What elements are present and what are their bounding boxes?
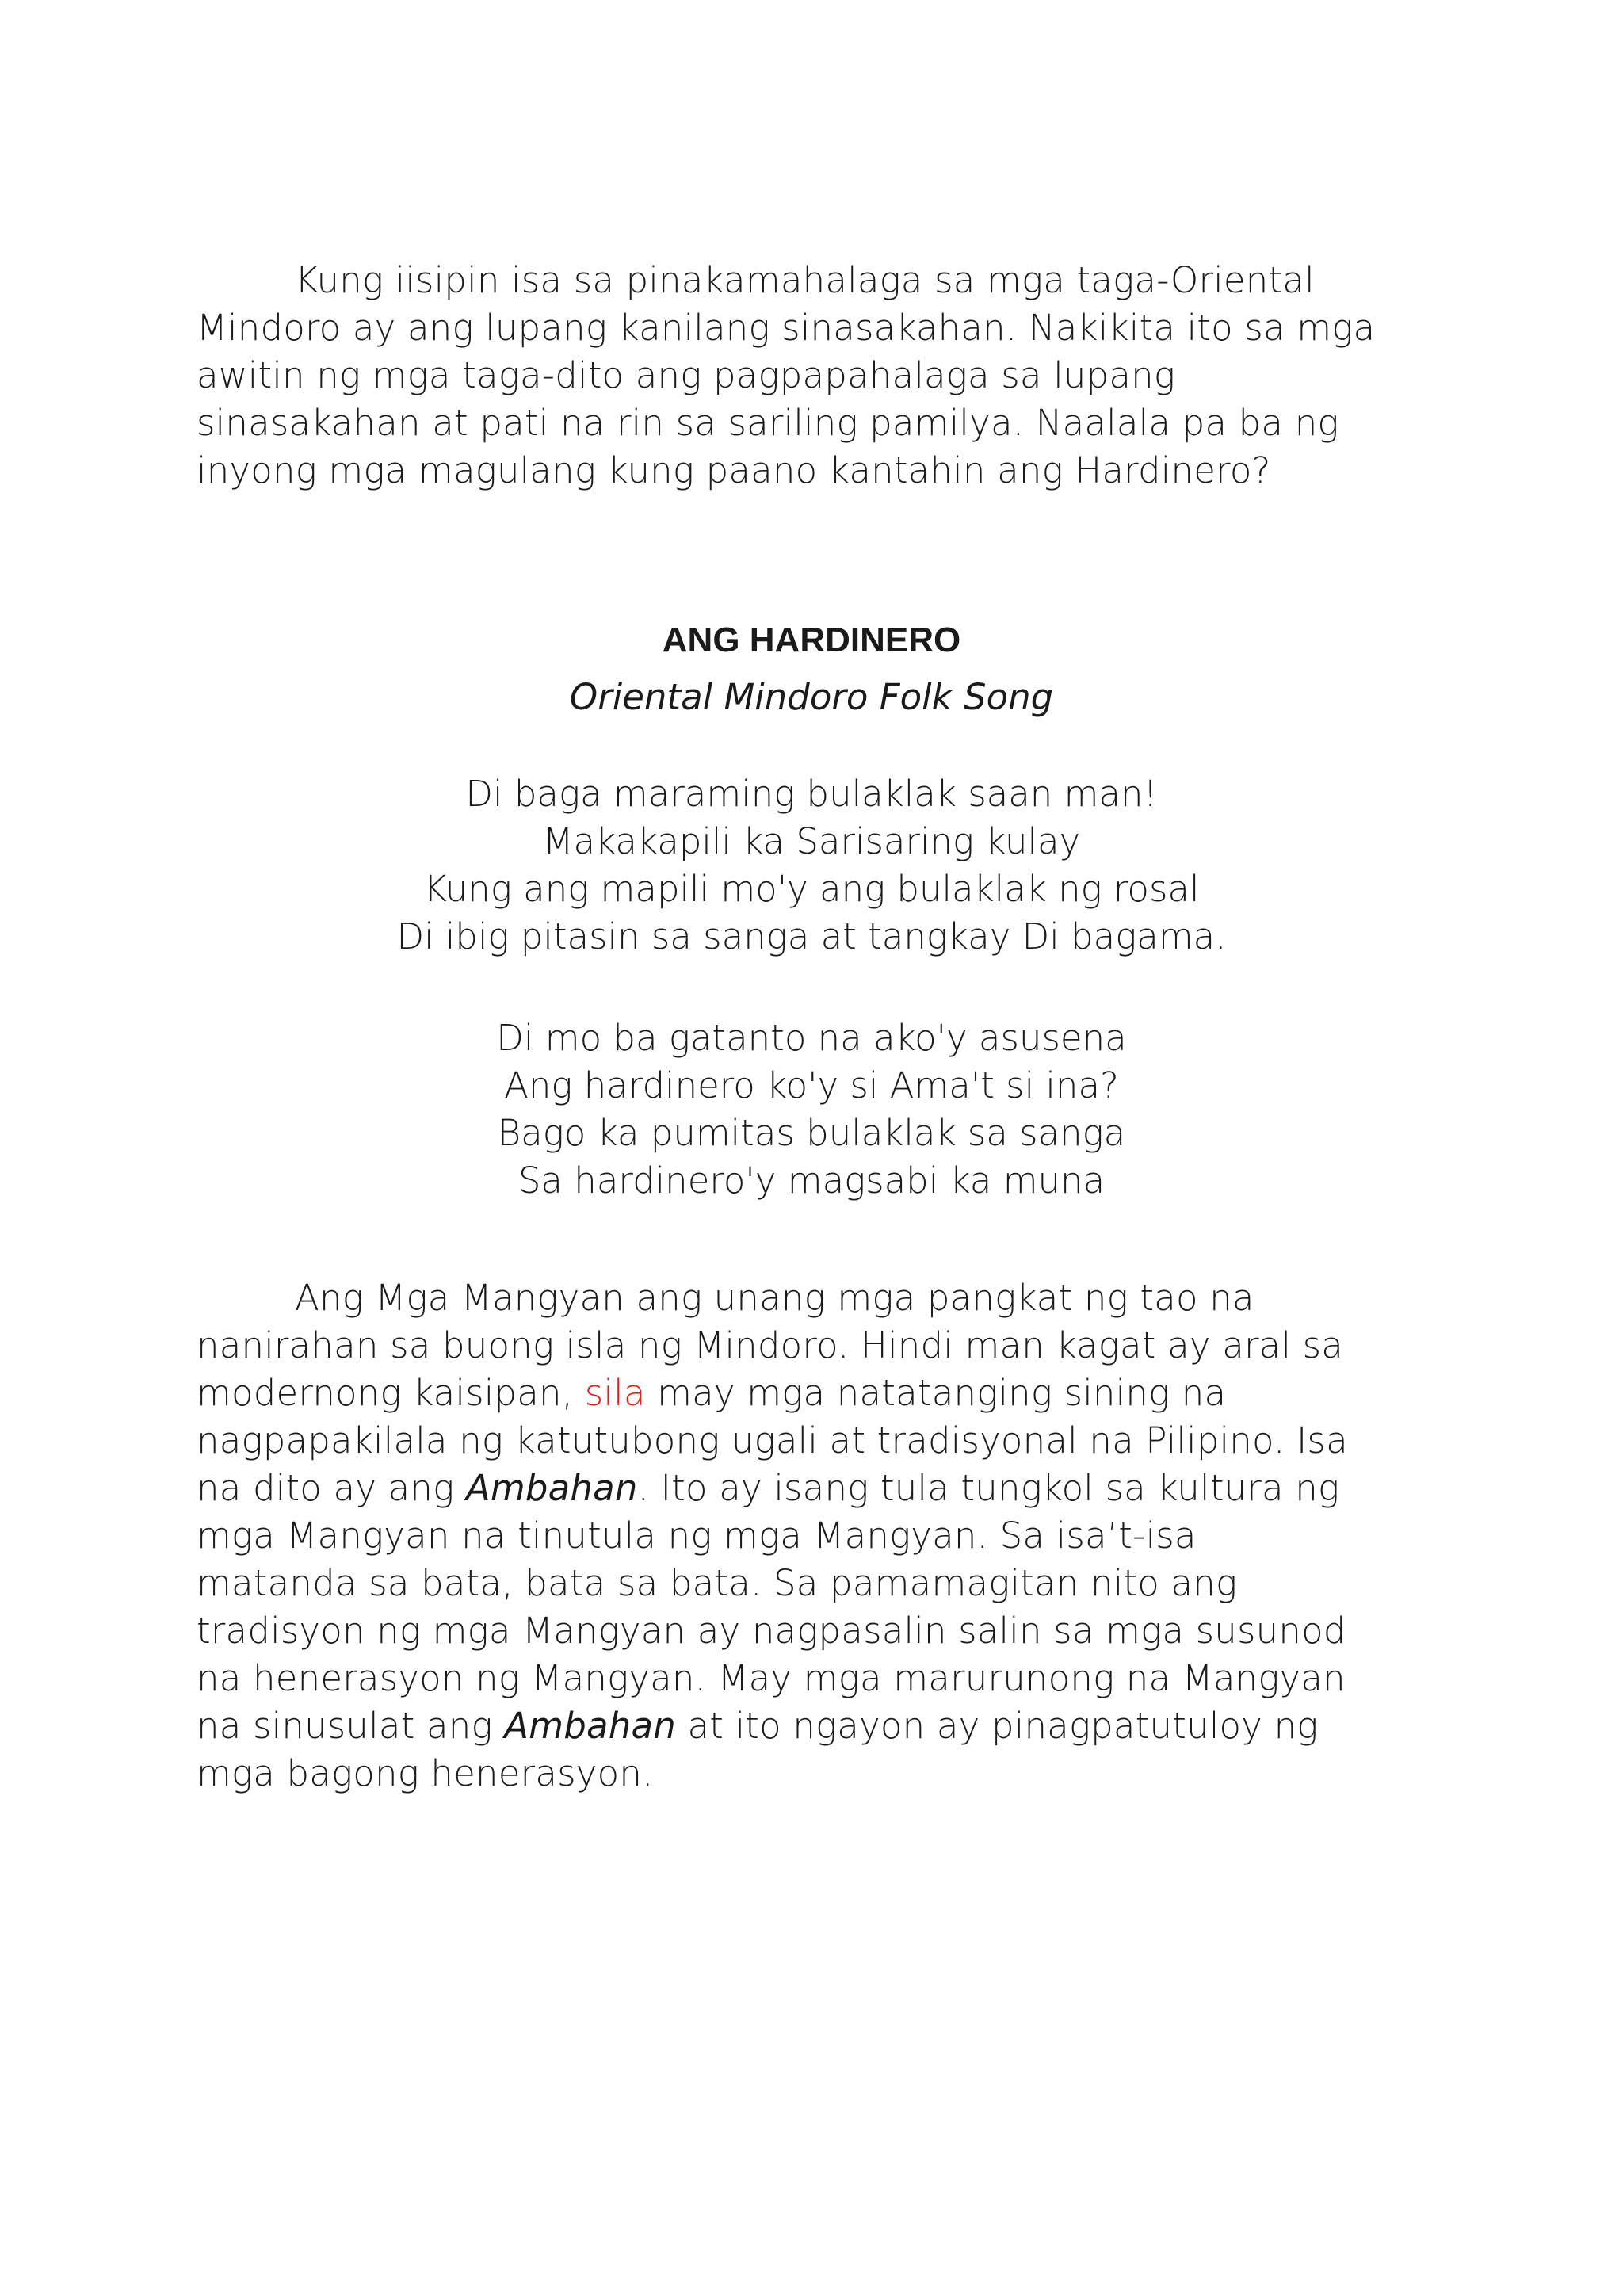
song-stanza-1 [0,770,1623,961]
intro-line: sinasakahan at pati na rin sa sariling pamilya. Naalala pa ba ng [197,402,1339,444]
lyric-line: Makakapili ka Sarisaring kulay [542,820,1081,862]
body-line: at ito ngayon ay pinagpatutuloy ng [675,1705,1319,1747]
lyric-line: Di ibig pitasin sa sanga at tangkay Di bagama. [396,915,1227,957]
song-subtitle: Oriental Mindoro Folk Song [569,676,1054,718]
lyric-line: Sa hardinero'y magsabi ka muna [517,1159,1106,1201]
intro-line: inyong mga magulang kung paano kantahin ang Hardinero? [197,449,1271,491]
mangyan-paragraph [197,1274,1433,1797]
body-line: Ang Mga Mangyan ang unang mga pangkat ng tao na [295,1277,1254,1319]
body-line: modernong kaisipan, [197,1372,585,1414]
italic-term: Ambahan [504,1705,676,1747]
body-line: tradisyon ng mga Mangyan ay nagpasalin salin sa mga susunod [197,1610,1346,1652]
italic-term: Ambahan [465,1467,638,1509]
body-line: mga bagong henerasyon. [197,1752,654,1794]
body-line: nagpapakilala ng katutubong ugali at tradisyonal na Pilipino. Isa [197,1419,1348,1461]
body-line: na henerasyon ng Mangyan. May mga marurunong na Mangyan [197,1657,1346,1699]
lyric-line: Bago ka pumitas bulaklak sa sanga [497,1112,1126,1154]
highlighted-word: sila [584,1372,646,1414]
body-line: na dito ay ang [197,1467,466,1509]
body-line: nanirahan sa buong isla ng Mindoro. Hindi man kagat ay aral sa [197,1324,1344,1366]
intro-line: Mindoro ay ang lupang kanilang sinasakahan. Nakikita ito sa mga [197,307,1376,349]
body-line: . Ito ay isang tula tungkol sa kultura ng [637,1467,1340,1509]
lyric-line: Di baga maraming bulaklak saan man! [465,773,1158,815]
intro-line: Kung iisipin isa sa pinakamahalaga sa mga taga-Oriental [295,259,1315,301]
intro-line: awitin ng mga taga-dito ang pagpapahalaga sa lupang [197,354,1176,396]
song-title: ANG HARDINERO [662,621,961,659]
body-line: na sinusulat ang [197,1705,505,1747]
intro-paragraph [197,257,1433,495]
lyric-line: Di mo ba gatanto na ako'y asusena [496,1017,1127,1059]
body-line: matanda sa bata, bata sa bata. Sa pamamagitan nito ang [197,1562,1238,1604]
body-line: may mga natatanging sining na [645,1372,1227,1414]
lyric-line: Kung ang mapili mo'y ang bulaklak ng rosal [423,868,1200,910]
song-stanza-2 [0,1014,1623,1205]
body-line: mga Mangyan na tinutula ng mga Mangyan. Sa isa’t-isa [197,1515,1197,1557]
lyric-line: Ang hardinero ko'y si Ama't si ina? [504,1064,1119,1106]
